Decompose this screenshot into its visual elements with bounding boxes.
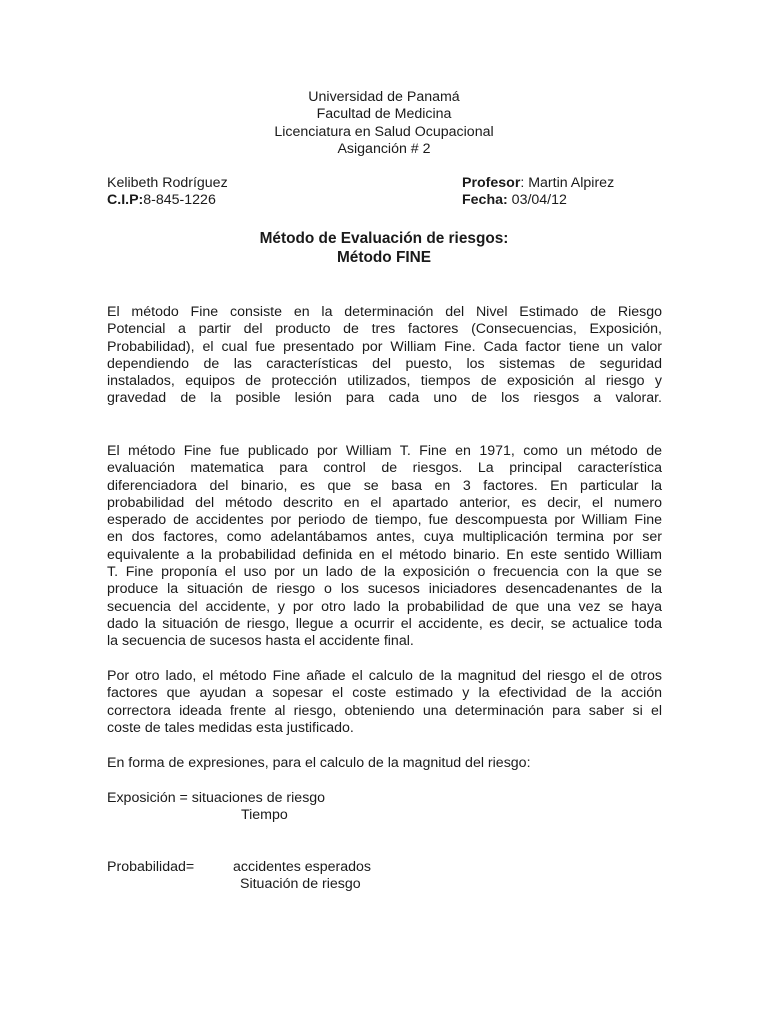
professor-value: : Martin Alpirez	[520, 175, 615, 191]
cip-label: C.I.P:	[107, 192, 144, 208]
paragraph-1-line: instalados, equipos de protección utilizados, tiempos de exposición al riesgo y	[107, 373, 662, 390]
cip-field	[107, 192, 216, 209]
student-name: Kelibeth Rodríguez	[107, 175, 228, 191]
paragraph-2-line: dado la situación de riesgo, llegue a ocurrir el accidente, es decir, se actualice toda	[107, 615, 662, 632]
faculty-name: Facultad de Medicina	[316, 106, 452, 123]
paragraph-2-line: T. Fine proponía el uso por un lado de la exposición o frecuencia con la que se	[107, 564, 662, 581]
paragraph-2-line: produce la situación de riesgo o los sucesos iniciadores desencadenantes de la	[107, 581, 662, 598]
paragraph-2-line: secuencia del accidente, y por otro lado la probabilidad de que una vez se haya	[107, 598, 662, 615]
paragraph-1-line: Probabilidad), el cual fue presentado por William Fine. Cada factor tiene un valor	[107, 338, 662, 355]
meta-row-2	[107, 192, 627, 210]
paragraph-3-line: correctora ideada frente al riesgo, obteniendo una determinación para saber si el	[107, 702, 662, 719]
paragraph-2-line: la secuencia de sucesos hasta el accidente final.	[107, 633, 414, 650]
paragraph-1-line: gravedad de la posible lesión para cada uno de los riesgos a valorar.	[107, 390, 662, 407]
paragraph-3-line: Por otro lado, el método Fine añade el calculo de la magnitud del riesgo el de otros	[107, 668, 662, 684]
date-field	[462, 192, 567, 209]
paragraph-2-line: en dos factores, como adelantábamos antes, cuya multiplicación termina por ser	[107, 529, 662, 546]
assignment-number: Asiganción # 2	[337, 140, 431, 157]
paragraph-2-line: equivalente a la probabilidad definida en el método binario. En este sentido William	[107, 546, 662, 563]
paragraph-2	[107, 443, 662, 651]
professor-label: Profesor	[462, 175, 521, 191]
paragraph-2-line: El método Fine fue publicado por William T. Fine en 1971, como un método de	[107, 443, 662, 459]
date-label: Fecha:	[462, 192, 508, 208]
exposure-denominator: Tiempo	[241, 807, 288, 823]
exposure-formula: Exposición = situaciones de riesgo	[107, 790, 326, 806]
document-title	[0, 230, 768, 267]
paragraph-1-line: Potencial a partir del producto de tres factores (Consecuencias, Exposición,	[107, 321, 662, 338]
paragraph-2-line: probabilidad del método descrito en el apartado anterior, es decir, el numero	[107, 494, 662, 511]
university-name: Universidad de Panamá	[308, 89, 460, 105]
paragraph-3	[107, 668, 662, 737]
paragraph-4	[107, 755, 662, 772]
paragraph-4-line: En forma de expresiones, para el calculo de la magnitud del riesgo:	[107, 755, 531, 771]
paragraph-2-line: evaluación matematica para control de riesgos. La principal característica	[107, 460, 662, 477]
professor-field	[462, 175, 614, 192]
date-value: 03/04/12	[507, 192, 567, 208]
title-line-2: Método FINE	[336, 248, 432, 266]
paragraph-1-line: El método Fine consiste en la determinación del Nivel Estimado de Riesgo	[107, 304, 662, 320]
document-header	[0, 89, 768, 158]
meta-row-1	[107, 175, 627, 193]
probability-denominator: Situación de riesgo	[240, 876, 361, 892]
probability-numerator: accidentes esperados	[233, 859, 372, 875]
paragraph-1	[107, 304, 662, 408]
paragraph-2-line: esperado de accidentes por periodo de tiempo, fue descompuesta por William Fine	[107, 512, 662, 529]
cip-value: 8-845-1226	[143, 192, 216, 208]
paragraph-3-line: coste de tales medidas esta justificado.	[107, 719, 354, 736]
paragraph-3-line: factores que ayudan a sopesar el coste estimado y la efectividad de la acción	[107, 685, 662, 702]
probability-label: Probabilidad=	[107, 859, 195, 875]
paragraph-1-line: dependiendo de las características del puesto, los sistemas de seguridad	[107, 355, 662, 372]
title-line-1: Método de Evaluación de riesgos:	[259, 230, 509, 247]
program-name: Licenciatura en Salud Ocupacional	[274, 123, 494, 140]
paragraph-2-line: diferenciadora del binario, es que se basa en 3 factores. En particular la	[107, 477, 662, 494]
